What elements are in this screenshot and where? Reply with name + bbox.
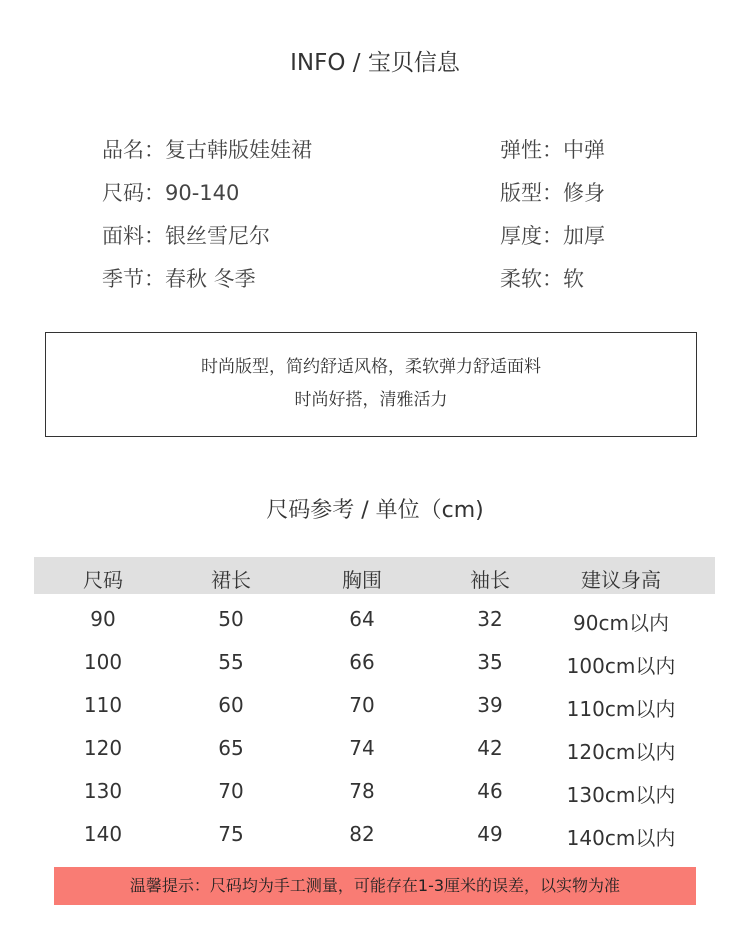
table-cell: 55 (218, 650, 244, 674)
column-header: 袖长 (470, 568, 510, 592)
page-title: INFO / 宝贝信息 (290, 50, 460, 76)
description-box (45, 332, 697, 437)
table-cell: 120cm以内 (566, 740, 676, 764)
info-item: 柔软：软 (500, 267, 584, 291)
size-chart-title: 尺码参考 / 单位（cm) (266, 498, 484, 523)
info-item: 面料：银丝雪尼尔 (102, 224, 270, 248)
column-header: 建议身高 (581, 568, 661, 592)
info-item: 尺码：90-140 (102, 181, 240, 205)
table-cell: 100 (83, 650, 123, 674)
table-cell: 66 (349, 650, 375, 674)
table-cell: 60 (218, 693, 244, 717)
table-cell: 100cm以内 (566, 654, 676, 678)
table-cell: 74 (349, 736, 375, 760)
table-cell: 110 (83, 693, 123, 717)
table-cell: 70 (218, 779, 244, 803)
table-cell: 35 (477, 650, 503, 674)
description-line: 时尚版型，简约舒适风格，柔软弹力舒适面料 (201, 357, 541, 377)
column-header: 胸围 (342, 568, 382, 592)
column-header: 尺码 (83, 568, 123, 592)
table-cell: 130cm以内 (566, 783, 676, 807)
table-cell: 130 (83, 779, 123, 803)
table-cell: 110cm以内 (566, 697, 676, 721)
info-item: 季节：春秋 冬季 (102, 267, 256, 291)
table-cell: 75 (218, 822, 244, 846)
column-header: 裙长 (211, 568, 251, 592)
table-cell: 46 (477, 779, 503, 803)
measurement-note: 温馨提示：尺码均为手工测量，可能存在1-3厘米的误差，以实物为准 (54, 867, 696, 905)
info-item: 版型：修身 (500, 181, 605, 205)
table-cell: 70 (349, 693, 375, 717)
table-cell: 90 (90, 607, 116, 631)
description-line: 时尚好搭，清雅活力 (294, 390, 448, 410)
table-cell: 49 (477, 822, 503, 846)
info-item: 弹性：中弹 (500, 138, 605, 162)
table-cell: 78 (349, 779, 375, 803)
table-cell: 42 (477, 736, 503, 760)
table-cell: 82 (349, 822, 375, 846)
info-item: 厚度：加厚 (500, 224, 605, 248)
info-item: 品名：复古韩版娃娃裙 (102, 138, 312, 162)
table-cell: 90cm以内 (573, 611, 669, 635)
table-cell: 120 (83, 736, 123, 760)
table-cell: 140 (83, 822, 123, 846)
table-cell: 32 (477, 607, 503, 631)
table-cell: 65 (218, 736, 244, 760)
table-cell: 64 (349, 607, 375, 631)
table-cell: 140cm以内 (566, 826, 676, 850)
table-cell: 50 (218, 607, 244, 631)
table-cell: 39 (477, 693, 503, 717)
